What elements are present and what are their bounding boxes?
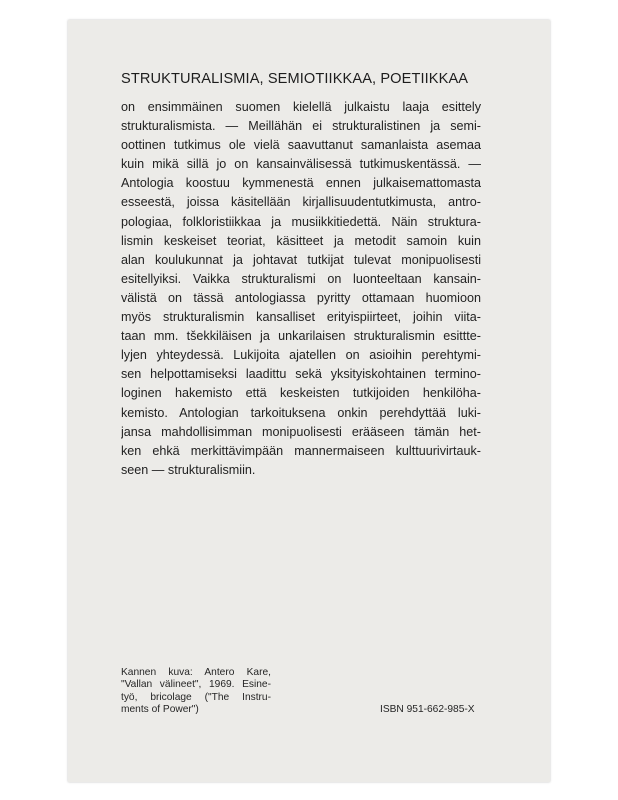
blurb-line: kemisto. Antologian tarkoituksena onkin perehdyttää luki- (121, 405, 481, 420)
credit-line: "Vallan välineet", 1969. Esine- (121, 679, 271, 691)
blurb-line: esitellyiksi. Vaikka strukturalismi on luonteeltaan kansain- (121, 271, 481, 286)
blurb-line: ken ehkä merkittävimpään mannermaiseen kulttuurivirtauk- (121, 443, 481, 458)
blurb-line: on ensimmäinen suomen kielellä julkaistu laaja esittely (121, 100, 481, 114)
credit-line: Kannen kuva: Antero Kare, (121, 667, 271, 678)
blurb-line: kuin mikä sillä jo on kansainvälisessä tutkimuskentässä. — (121, 157, 481, 172)
blurb-line: esseestä, joissa käsitellään kirjallisuudentutkimusta, antro- (121, 195, 481, 210)
blurb-line: sen helpottamiseksi laadittu sekä yksityiskohtainen termino- (121, 367, 481, 382)
blurb-line: seen — strukturalismiin. (121, 462, 256, 477)
blurb-line: taan mm. tšekkiläisen ja unkarilaisen strukturalismin esittte- (121, 329, 481, 344)
blurb-line: lyjen yhteydessä. Lukijoita ajatellen on asioihin perehtymi- (121, 348, 481, 363)
credit-line: työ, bricolage ("The Instru- (121, 691, 271, 703)
blurb-line: strukturalismista. — Meillähän ei strukturalistinen ja semi- (121, 119, 481, 134)
blurb-line: jansa mahdollisimman monipuolisesti erääseen tämän het- (121, 424, 481, 439)
isbn-number: ISBN 951-662-985-X (380, 704, 475, 715)
cover-title: STRUKTURALISMIA, SEMIOTIIKKAA, POETIIKKAA (121, 71, 469, 87)
cover-image-credit (121, 667, 271, 717)
blurb-line: myös strukturalismin kansalliset erityispiirteet, joihin viita- (121, 310, 481, 325)
blurb-line: Antologia koostuu kymmenestä ennen julkaisemattomasta (121, 176, 481, 191)
blurb-line: välistä on tässä antologiassa pyritty ottamaan huomioon (121, 290, 481, 305)
blurb-line: loginen hakemisto että keskeisten tutkijoiden henkilöha- (121, 386, 481, 401)
blurb-line: oottinen tutkimus ole vielä saavuttanut samanlaista asemaa (121, 138, 481, 153)
blurb-text (121, 98, 481, 480)
blurb-line: pologiaa, folkloristiikkaa ja musiikkitiedettä. Näin struktura- (121, 214, 481, 229)
credit-line: ments of Power") (121, 704, 199, 716)
book-back-cover (68, 20, 550, 782)
blurb-line: alan koulukunnat ja johtavat tutkijat tulevat monipuolisesti (121, 252, 481, 267)
blurb-line: lismin keskeiset teoriat, käsitteet ja metodit samoin kuin (121, 233, 481, 248)
